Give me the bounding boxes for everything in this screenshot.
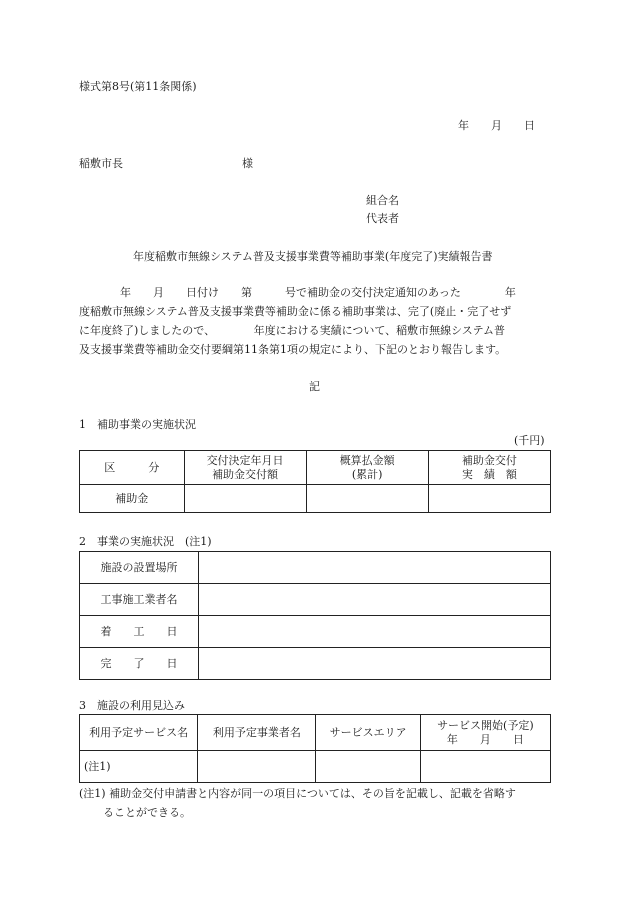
table-row bbox=[80, 616, 551, 648]
subsidy-table bbox=[79, 450, 551, 513]
header-service-area: サービスエリア bbox=[316, 715, 420, 751]
implementation-table bbox=[79, 551, 551, 680]
empty-cell[interactable] bbox=[198, 751, 316, 783]
empty-cell[interactable] bbox=[428, 485, 550, 513]
section2-heading: 2 事業の実施状況 (注1) bbox=[79, 535, 212, 548]
table-row bbox=[80, 751, 551, 783]
body-line-3: に年度終了)しましたので、 年度における実績について、稲敷市無線システム普 bbox=[79, 324, 506, 337]
section3-heading: 3 施設の利用見込み bbox=[79, 699, 185, 712]
addressee: 稲敷市長 bbox=[79, 157, 123, 170]
table-row bbox=[80, 648, 551, 680]
body-line-1: 年 月 日付け 第 号で補助金の交付決定通知のあった 年 bbox=[120, 286, 516, 299]
row-label-subsidy: 補助金 bbox=[80, 485, 185, 513]
row-label-note: (注1) bbox=[80, 751, 198, 783]
row-label-start-date: 着 工 日 bbox=[80, 616, 199, 648]
header-operator-name: 利用予定事業者名 bbox=[198, 715, 316, 751]
date-line: 年 月 日 bbox=[458, 119, 535, 132]
ki-heading: 記 bbox=[309, 380, 320, 393]
table-row bbox=[80, 584, 551, 616]
form-number: 様式第8号(第11条関係) bbox=[79, 80, 197, 93]
empty-cell[interactable] bbox=[184, 485, 306, 513]
header-decision-date: 交付決定年月日 補助金交付額 bbox=[184, 451, 306, 485]
header-service-start: サービス開始(予定) 年 月 日 bbox=[420, 715, 550, 751]
header-category: 区 分 bbox=[80, 451, 185, 485]
empty-cell[interactable] bbox=[199, 648, 551, 680]
note-line-1: (注1) 補助金交付申請書と内容が同一の項目については、その旨を記載し、記載を省略す bbox=[79, 787, 516, 800]
header-service-name: 利用予定サービス名 bbox=[80, 715, 198, 751]
empty-cell[interactable] bbox=[306, 485, 428, 513]
empty-cell[interactable] bbox=[316, 751, 420, 783]
table-header-row bbox=[80, 451, 551, 485]
sama-honorific: 様 bbox=[242, 157, 253, 170]
row-label-contractor: 工事施工業者名 bbox=[80, 584, 199, 616]
usage-table bbox=[79, 714, 551, 783]
representative-label: 代表者 bbox=[366, 212, 399, 225]
document-title: 年度稲敷市無線システム普及支援事業費等補助事業(年度完了)実績報告書 bbox=[133, 250, 493, 263]
unit-label: (千円) bbox=[514, 434, 545, 447]
section1-heading: 1 補助事業の実施状況 bbox=[79, 418, 196, 431]
row-label-completion-date: 完 了 日 bbox=[80, 648, 199, 680]
table-row bbox=[80, 552, 551, 584]
empty-cell[interactable] bbox=[199, 616, 551, 648]
union-name-label: 組合名 bbox=[366, 194, 399, 207]
table-header-row bbox=[80, 715, 551, 751]
table-row bbox=[80, 485, 551, 513]
body-line-2: 度稲敷市無線システム普及支援事業費等補助金に係る補助事業は、完了(廃止・完了せず bbox=[79, 305, 512, 318]
row-label-location: 施設の設置場所 bbox=[80, 552, 199, 584]
empty-cell[interactable] bbox=[199, 552, 551, 584]
header-advance-amount: 概算払金額 (累計) bbox=[306, 451, 428, 485]
note-line-2: ることができる。 bbox=[103, 806, 191, 819]
header-actual-amount: 補助金交付 実 績 額 bbox=[428, 451, 550, 485]
empty-cell[interactable] bbox=[420, 751, 550, 783]
body-line-4: 及支援事業費等補助金交付要綱第11条第1項の規定により、下記のとおり報告します。 bbox=[79, 343, 507, 356]
empty-cell[interactable] bbox=[199, 584, 551, 616]
